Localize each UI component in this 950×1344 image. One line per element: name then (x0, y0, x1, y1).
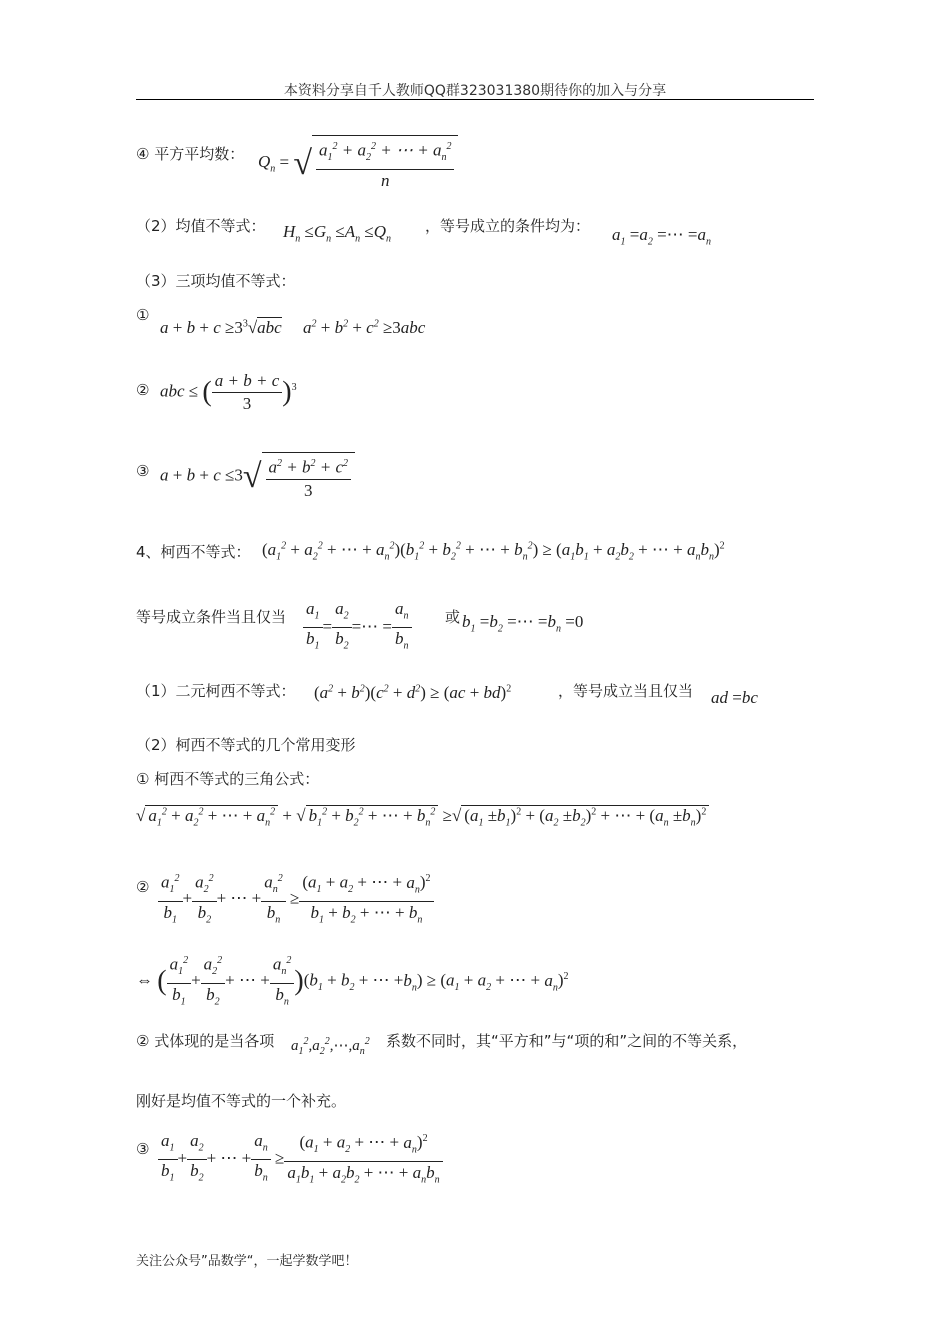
variants-label: （2）柯西不等式的几个常用变形 (136, 736, 356, 754)
note-text-b: 系数不同时，其“平方和”与“项的和”之间的不等关系， (386, 1032, 748, 1050)
equality-ratio-formula: $\frac{a_1}{b_1}$ = $\frac{a_2}{b_2}$ =⋯ = $\frac{a_n}{b_n}$ (303, 598, 412, 658)
zero-b-formula: $b_1 =b_2$ =⋯ $=b_n =0$ (462, 612, 584, 635)
binary-cauchy-condition: ，等号成立当且仅当 (558, 682, 694, 700)
variant-3-formula: $\frac{a_1}{b_1}$ + $\frac{a_2}{b_2}$ + ⋯ + $\frac{a_n}{b_n}$ ≥ $\frac{(a_1 + a_2 + \cdots + a_n)^2}{a_1b_1 + a_2b_2 + \cdots + a_nb_n}$ (158, 1128, 443, 1191)
binary-cauchy-label: （1）二元柯西不等式： (136, 682, 296, 700)
note-text-a: ② 式体现的是当各项 (136, 1032, 275, 1050)
item-1-marker: ① (136, 306, 150, 324)
engel-equivalent-formula: ⇔ ( $\frac{a_1^2}{b_1}$ + $\frac{a_2^2}{b_2}$ + ⋯ + $\frac{a_n^2}{b_n}$ )($b_1 + b_2$ + ⋯ $+b_n) \ge (a_1 + a_2$ + ⋯ + $a_n)^2$ (136, 950, 569, 1013)
note-terms-formula: $a_1^2,a_2^2,\cdots,a_n^2$ (291, 1036, 370, 1057)
page-header: 本资料分享自千人教师QQ群323031380期待你的加入与分享 (283, 83, 667, 99)
mean-inequality-condition: ，等号成立的条件均为： (425, 217, 591, 235)
three-term-formula-2: abc ≤ ( $\frac{a + b + c}{3}$ )$^3$ (160, 371, 297, 413)
quadratic-mean-formula: $Q_n$ = √ $\frac{a_1^2 + a_2^2 + \cdots + a_n^2}{n}$ (258, 135, 458, 192)
engel-formula: $\frac{a_1^2}{b_1}$ + $\frac{a_2^2}{b_2}$ + ⋯ + $\frac{a_n^2}{b_n}$ ≥ $\frac{(a_1 + a_2 + \cdots + a_n)^2}{b_1 + b_2 + \cdots + b_n}$ (158, 868, 434, 931)
triangle-label: ① 柯西不等式的三角公式： (136, 770, 320, 788)
or-text: 或 (445, 608, 461, 626)
page-footer: 关注公众号”品数学“，一起学数学吧！ (136, 1254, 358, 1269)
equality-label: 等号成立条件当且仅当 (136, 608, 287, 626)
iff-symbol: ⇔ (136, 970, 153, 990)
binary-cauchy-formula: $(a^2 + b^2)(c^2 + d^2) \ge (ac + bd)^2$ (314, 683, 512, 702)
triangle-formula: √ $a_1^2 + a_2^2$ + ⋯ + $a_n^2$ + √ $b_1^2 + b_2^2$ + ⋯ + $b_n^2$ ≥√ $(a_1 \pm b_1)^2 + (a_2 \pm b_2)^2$ + ⋯ + $(a_n \pm b_n)^2$ (136, 806, 709, 828)
variant-3-marker: ③ (136, 1140, 150, 1158)
note-text-c: 刚好是均值不等式的一个补充。 (136, 1092, 347, 1110)
three-term-label: （3）三项均值不等式： (136, 272, 296, 290)
item-3-marker: ③ (136, 462, 150, 480)
three-term-formula-1: $a + b + c \ge 3^3√abc$ $a^2 + b^2 + c^2 \ge 3abc$ (160, 318, 426, 337)
cauchy-formula: ($a_1^2 + a_2^2$ + ⋯ + $a_n^2)(b_1^2 + b_2^2$ + ⋯ + $b_n^2) \ge (a_1b_1 + a_2b_2$ + ⋯ + $a_nb_n)^2$ (262, 540, 725, 563)
item-2-marker: ② (136, 381, 150, 399)
mean-inequality-formula: $H_n \le G_n \le A_n \le Q_n$ (283, 222, 392, 245)
cauchy-label: 4、柯西不等式： (136, 543, 251, 561)
three-term-formula-3: a + b + c ≤3√ $\frac{a^2 + b^2 + c^2}{3}$ (160, 452, 355, 502)
variant-2-marker: ② (136, 878, 150, 896)
quadratic-mean-label: ④ 平方平均数： (136, 145, 245, 163)
binary-equality-formula: ad =bc (711, 688, 758, 707)
mean-inequality-label: （2）均值不等式： (136, 217, 266, 235)
header-rule (136, 99, 814, 100)
equality-condition-formula: $a_1 =a_2$ =⋯ $=a_n$ (612, 225, 712, 248)
